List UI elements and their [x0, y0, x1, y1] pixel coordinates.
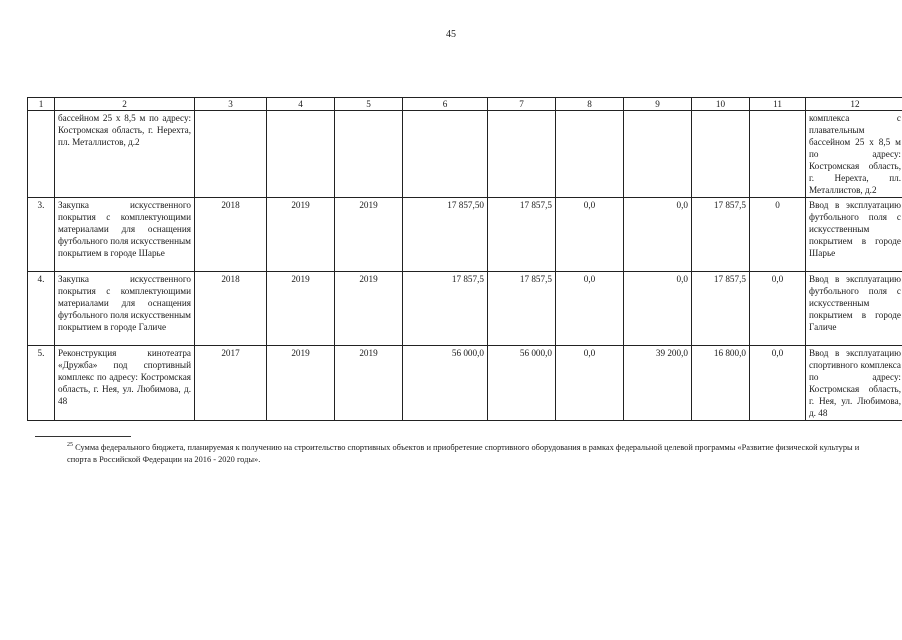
footnote — [27, 439, 882, 467]
cell-value: 16 800,0 — [692, 346, 750, 421]
cell-value: 0,0 — [750, 346, 806, 421]
table-row — [28, 346, 902, 421]
footnote-text: Сумма федерального бюджета, планируемая к получению на строительство спортивных объектов и приобретение спортивного оборудования в рамках федеральной целевой программы «Развитие физической культуры и спорта в Российской Федерации на 2016 - 2020 годы». — [67, 442, 860, 465]
cell-value — [624, 111, 692, 198]
cell-value: 56 000,0 — [403, 346, 488, 421]
cell-value: 2019 — [267, 272, 335, 346]
column-header: 5 — [335, 98, 403, 111]
cell-name: бассейном 25 х 8,5 м по адресу: Костромская область, г. Нерехта, пл. Металлистов, д.2 — [55, 111, 195, 198]
cell-value: 0,0 — [750, 272, 806, 346]
cell-number: 3. — [28, 198, 55, 272]
cell-value: 0 — [750, 198, 806, 272]
cell-value: 2018 — [195, 198, 267, 272]
cell-value: 0,0 — [556, 198, 624, 272]
cell-value: 17 857,5 — [692, 198, 750, 272]
column-header: 11 — [750, 98, 806, 111]
column-header: 4 — [267, 98, 335, 111]
cell-name: Реконструкция кинотеатра «Дружба» под спортивный комплекс по адресу: Костромская область, г. Нея, ул. Любимова, д. 48 — [55, 346, 195, 421]
cell-value: 17 857,5 — [692, 272, 750, 346]
cell-value — [750, 111, 806, 198]
cell-value — [267, 111, 335, 198]
footnote-divider — [35, 436, 131, 437]
cell-value: 2019 — [335, 346, 403, 421]
column-number-row — [28, 98, 902, 111]
cell-value: 2019 — [335, 272, 403, 346]
column-header: 6 — [403, 98, 488, 111]
column-header: 1 — [28, 98, 55, 111]
cell-value: 2017 — [195, 346, 267, 421]
cell-result: комплекса с плавательным бассейном 25 х 8,5 м по адресу: Костромская область, г. Нерехта, пл. Металлистов, д.2 — [806, 111, 902, 198]
cell-value: 17 857,5 — [488, 272, 556, 346]
cell-value: 17 857,50 — [403, 198, 488, 272]
column-header: 12 — [806, 98, 902, 111]
cell-number: 5. — [28, 346, 55, 421]
page-number: 45 — [446, 29, 456, 40]
cell-value: 2019 — [335, 198, 403, 272]
column-header: 10 — [692, 98, 750, 111]
cell-number: 4. — [28, 272, 55, 346]
cell-name: Закупка искусственного покрытия с комплектующими материалами для оснащения футбольного поля искусственным покрытием в городе Шарье — [55, 198, 195, 272]
table-row — [28, 272, 902, 346]
cell-value: 0,0 — [556, 346, 624, 421]
cell-value: 17 857,5 — [403, 272, 488, 346]
table-row — [28, 198, 902, 272]
cell-value: 2018 — [195, 272, 267, 346]
cell-value — [488, 111, 556, 198]
cell-value — [556, 111, 624, 198]
footnote-marker: 25 — [67, 442, 73, 448]
cell-value: 0,0 — [624, 272, 692, 346]
cell-value: 56 000,0 — [488, 346, 556, 421]
column-header: 7 — [488, 98, 556, 111]
column-header: 8 — [556, 98, 624, 111]
cell-result: Ввод в эксплуатацию футбольного поля с искусственным покрытием в городе Шарье — [806, 198, 902, 272]
cell-value: 0,0 — [556, 272, 624, 346]
column-header: 9 — [624, 98, 692, 111]
cell-value — [403, 111, 488, 198]
cell-value: 17 857,5 — [488, 198, 556, 272]
column-header: 3 — [195, 98, 267, 111]
cell-value: 0,0 — [624, 198, 692, 272]
column-header: 2 — [55, 98, 195, 111]
cell-name: Закупка искусственного покрытия с комплектующими материалами для оснащения футбольного поля искусственным покрытием в городе Галиче — [55, 272, 195, 346]
projects-table — [27, 97, 902, 421]
cell-result: Ввод в эксплуатацию футбольного поля с искусственным покрытием в городе Галиче — [806, 272, 902, 346]
cell-value: 39 200,0 — [624, 346, 692, 421]
cell-value — [195, 111, 267, 198]
cell-value: 2019 — [267, 346, 335, 421]
cell-result: Ввод в эксплуатацию спортивного комплекса по адресу: Костромская область, г. Нея, ул. Любимова, д. 48 — [806, 346, 902, 421]
cell-value — [335, 111, 403, 198]
cell-value: 2019 — [267, 198, 335, 272]
cell-number — [28, 111, 55, 198]
cell-value — [692, 111, 750, 198]
table-row — [28, 111, 902, 198]
